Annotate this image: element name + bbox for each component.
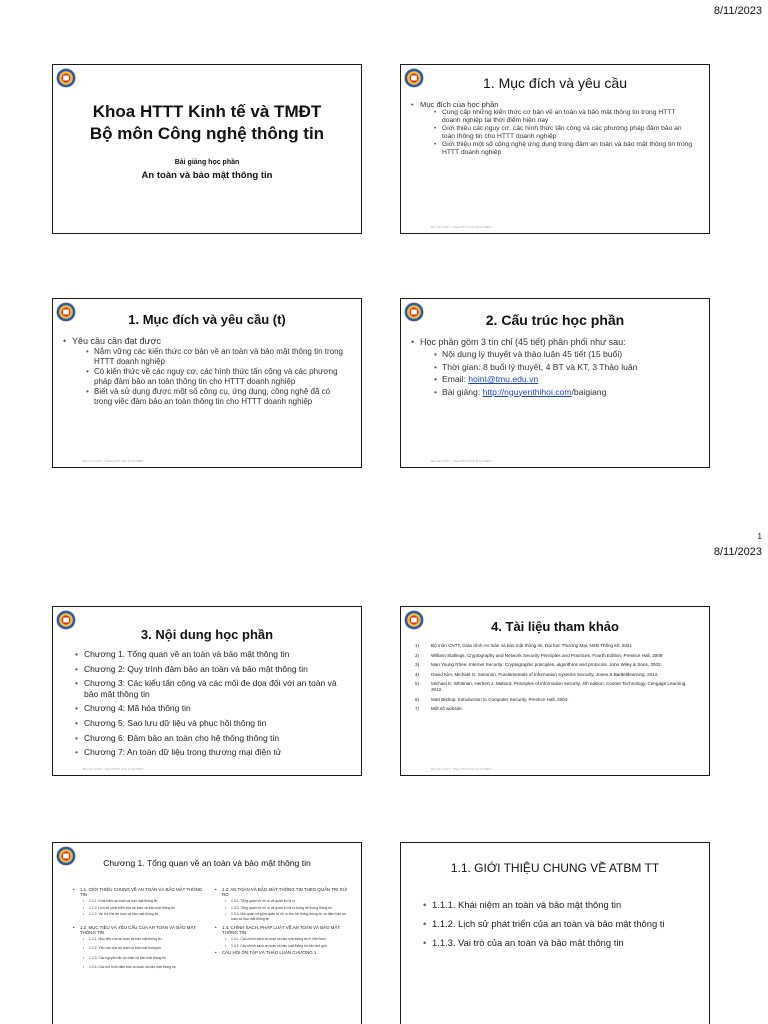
list-item: • Chương 3: Các kiểu tấn công và các mối đe dọa đối với an toàn và bảo mật thông tin xyxy=(75,678,349,699)
toc-subsection: • 1.2.3. Các nguyên tắc an toàn và bảo mật thông tin xyxy=(73,956,207,960)
toc-subsection: • 1.1.2. Lịch sử phát triển của an toàn và bảo mật thông tin xyxy=(73,906,207,910)
toc-subsection: • 1.2.2. Yêu cầu của an toàn và bảo mật thông tin xyxy=(73,946,207,950)
slide-1-subtitle-2: An toàn và bảo mật thông tin xyxy=(141,170,273,181)
toc-subsection: • 1.3.3. Mối quan hệ giữa quản trị rủi ro cho hệ thống thông tin và đảm bảo an toàn và bảo mật thông tin xyxy=(215,912,353,921)
toc-subsection: • 1.1.3. Vai trò của an toàn và bảo mật thông tin xyxy=(73,912,207,916)
list-item: 1) Bộ môn CNTT, Giáo trình An toàn và bảo mật thông tin, Đại học Thương Mại, NXB Thống kê, 2021 xyxy=(415,643,633,648)
slide-1-subtitle-1: Bài giảng học phần xyxy=(174,159,240,166)
list-item: 7) Một số website xyxy=(415,706,462,712)
list-item: • Chương 5: Sao lưu dữ liệu và phục hồi thông tin xyxy=(75,718,349,729)
list-item: • Chương 4: Mã hóa thông tin xyxy=(75,703,349,714)
slide-8[interactable] xyxy=(400,842,710,1024)
list-item: • Cung cấp những kiến thức cơ bản về an toàn và bảo mật thông tin trong HTTT doanh nghiệp tại thời điểm hiện nay xyxy=(434,109,695,125)
toc-subsection: • 1.2.1. Mục tiêu của an toàn và bảo mật thông tin xyxy=(73,937,207,941)
list-item: 2) William Stallings, Cryptography and Network Security Principles and Practices, Fourth Edition, Prentice Hall, 2008 xyxy=(415,652,663,658)
email-link[interactable]: hoint@tmu.edu.vn xyxy=(468,374,539,384)
toc-subsection: • 1.3.2. Tổng quan về rủi ro và quản trị rủi ro trong hệ thống thông tin xyxy=(215,906,353,910)
list-item: 6) Matt Bishop, Introduction to Computer Security, Prentice Hall, 2004. xyxy=(415,696,569,702)
list-item: • Yêu cầu cần đạt được • Nắm vững các kiến thức cơ bản về an toàn và bảo mật thông tin trong HTTT doanh nghiệp • Có kiến thức về các nguy cơ, các hình thức tấn công và các phương pháp đảm bảo an toàn thông tin cho HTTT doanh nghiệp • Biết và sử dụng được một số công cụ, ứng dụng, công nghệ đã có trong việc đảm bảo an toàn thông tin cho HTTT doanh nghiệp xyxy=(63,336,347,407)
toc-left-column xyxy=(73,887,207,972)
list-item: • Biết và sử dụng được một số công cụ, ứng dụng, công nghệ đã có trong việc đảm bảo an toàn thông tin cho HTTT doanh nghiệp xyxy=(86,387,347,407)
reference-list xyxy=(415,643,697,716)
list-item: • Thời gian: 8 buổi lý thuyết, 4 BT và KT, 3 Thảo luận xyxy=(434,361,699,374)
list-item: • Mục đích của học phần • Cung cấp những kiến thức cơ bản về an toàn và bảo mật thông tin trong HTTT doanh nghiệp tại thời điểm hiện nay • Giới thiệu các nguy cơ, các hình thức tấn công và các phương pháp đảm bảo an toàn thông tin cho HTTT doanh nghiệp • Giới thiệu một số công nghệ ứng dụng trong đảm an toàn và bảo mật thông tin trong HTTT doanh nghiệp xyxy=(411,100,695,157)
slide-7-title: Chương 1. Tổng quan về an toàn và bảo mật thông tin xyxy=(103,858,311,868)
university-logo xyxy=(56,68,76,88)
list-item: • 1.1.1. Khái niệm an toàn và bảo mật thông tin xyxy=(423,899,709,910)
toc-right-column xyxy=(215,887,353,957)
slide-footer: Bộ môn CNTT - Khoa HTTT Kinh tế và TMĐT xyxy=(431,225,492,229)
page-date-middle: 8/11/2023 xyxy=(713,546,762,558)
list-item: • Bài giảng: http://nguyenthihoi.com/baigiang xyxy=(434,386,699,399)
slide-3[interactable] xyxy=(52,298,362,468)
slide-6[interactable] xyxy=(400,606,710,776)
list-item: • 1.1.2. Lịch sử phát triển của an toàn và bảo mật thông ti xyxy=(423,918,709,929)
slide-3-title: 1. Mục đích và yêu cầu (t) xyxy=(128,312,286,327)
slide-footer: Bộ môn CNTT - Khoa HTTT Kinh tế và TMĐT xyxy=(431,767,492,771)
list-item: • Email: hoint@tmu.edu.vn xyxy=(434,373,699,386)
slide-7[interactable] xyxy=(52,842,362,1024)
list-item: • Có kiến thức về các nguy cơ, các hình thức tấn công và các phương pháp đảm bảo an toàn thông tin cho HTTT doanh nghiệp xyxy=(86,367,347,387)
list-item: • Giới thiệu một số công nghệ ứng dụng trong đảm an toàn và bảo mật thông tin trong HTTT doanh nghiệp xyxy=(434,141,695,157)
slide-1-title: Khoa HTTT Kinh tế và TMĐT Bộ môn Công nghệ thông tin xyxy=(89,102,325,143)
slide-6-title: 4. Tài liệu tham khảo xyxy=(491,619,619,634)
lecture-link[interactable]: http://nguyenthihoi.com xyxy=(482,386,572,397)
list-item: • Giới thiệu các nguy cơ, các hình thức tấn công và các phương pháp đảm bảo an toàn thông tin cho HTTT doanh nghiệp xyxy=(434,125,695,141)
list-item: • Chương 1. Tổng quan về an toàn và bảo mật thông tin xyxy=(75,649,349,660)
slide-2-title: 1. Mục đích và yêu cầu xyxy=(483,75,627,91)
list-item: • Nắm vững các kiến thức cơ bản về an toàn và bảo mật thông tin trong HTTT doanh nghiệp xyxy=(86,347,347,367)
slide-5[interactable] xyxy=(52,606,362,776)
list-item: 5) Michael E. Whitman, Herbert J. Mattord, Principles of information security, 4th edition, Course Technology, Cengage Learning, 2012. xyxy=(415,681,687,692)
toc-subsection: • 1.2.4. Các mô hình đảm bảo an toàn và bảo mật thông tin xyxy=(73,965,207,969)
page-date-top: 8/11/2023 xyxy=(713,5,762,17)
toc-subsection: • 1.3.1. Tổng quan về rủi ro và quản trị rủi ro xyxy=(215,899,353,903)
slide-5-title: 3. Nội dung học phần xyxy=(140,627,274,642)
toc-subsection: • 1.1.1. Khái niệm an toàn và bảo mật thông tin xyxy=(73,899,207,903)
slide-footer: Bộ môn CNTT - Khoa HTTT Kinh tế và TMĐT xyxy=(83,459,144,463)
list-item: • Nội dung lý thuyết và thảo luận 45 tiết (15 buổi) xyxy=(434,348,699,361)
list-item: • Chương 7: An toàn dữ liệu trong thương mại điện tử xyxy=(75,747,349,758)
toc-section: • 1.2. MỤC TIÊU VÀ YÊU CẦU CỦA AN TOÀN VÀ BẢO MẬT THÔNG TIN xyxy=(73,925,207,935)
toc-subsection: • 1.4.1. Các chính sách an toàn và bảo mật thông tin ở Việt Nam xyxy=(215,937,353,941)
slide-8-title: 1.1. GIỚI THIỆU CHUNG VỀ ATBM TT xyxy=(450,861,660,875)
toc-subsection: • 1.4.2. Các chính sách an toàn và bảo mật thông tin trên thế giới xyxy=(215,944,353,948)
list-item: • Chương 2: Quy trình đảm bảo an toàn và bảo mật thông tin xyxy=(75,664,349,675)
slide-2[interactable] xyxy=(400,64,710,234)
list-item: • Học phần gồm 3 tín chỉ (45 tiết) phân phối như sau: • Nội dung lý thuyết và thảo luận 45 tiết (15 buổi) • Thời gian: 8 buổi lý thuyết, 4 BT và KT, 3 Thảo luận • Email: hoint@tmu.edu.vn • Bài giảng: http://nguyenthihoi.com/baigiang xyxy=(411,337,699,398)
page-marker: 1 xyxy=(757,532,762,541)
slide-footer: Bộ môn CNTT - Khoa HTTT Kinh tế và TMĐT xyxy=(431,459,492,463)
slide-footer: Bộ môn CNTT - Khoa HTTT Kinh tế và TMĐT xyxy=(83,767,144,771)
toc-section: • 1.3. AN TOÀN VÀ BẢO MẬT THÔNG TIN THEO QUẢN TRỊ RỦI RO xyxy=(215,887,353,897)
list-item: • Chương 6: Đảm bảo an toàn cho hệ thống thông tin xyxy=(75,733,349,744)
toc-section: • CÂU HỎI ÔN TẬP VÀ THẢO LUẬN CHƯƠNG 1 xyxy=(215,950,353,955)
list-item: 3) Man Young Rhee. Internet Security: Cryptographic principles, algorithms and protocols. John Wiley & Sons, 2003. xyxy=(415,662,662,668)
list-item: • 1.1.3. Vai trò của an toàn và bảo mật thông tin xyxy=(423,937,709,948)
slide-4[interactable] xyxy=(400,298,710,468)
slide-4-title: 2. Cấu trúc học phần xyxy=(485,312,625,328)
list-item: 4) David Kim, Michael G. Solomon, Fundamentals of Information Systems Security, Jones & Bartlettlearning, 2012. xyxy=(415,671,659,677)
toc-section: • 1.1. GIỚI THIỆU CHUNG VỀ AN TOÀN VÀ BẢO MẬT THÔNG TIN xyxy=(73,887,207,897)
slide-1[interactable] xyxy=(52,64,362,234)
toc-section: • 1.4. CHÍNH SÁCH, PHÁP LUẬT VỀ AN TOÀN VÀ BẢO MẬT THÔNG TIN xyxy=(215,925,353,935)
